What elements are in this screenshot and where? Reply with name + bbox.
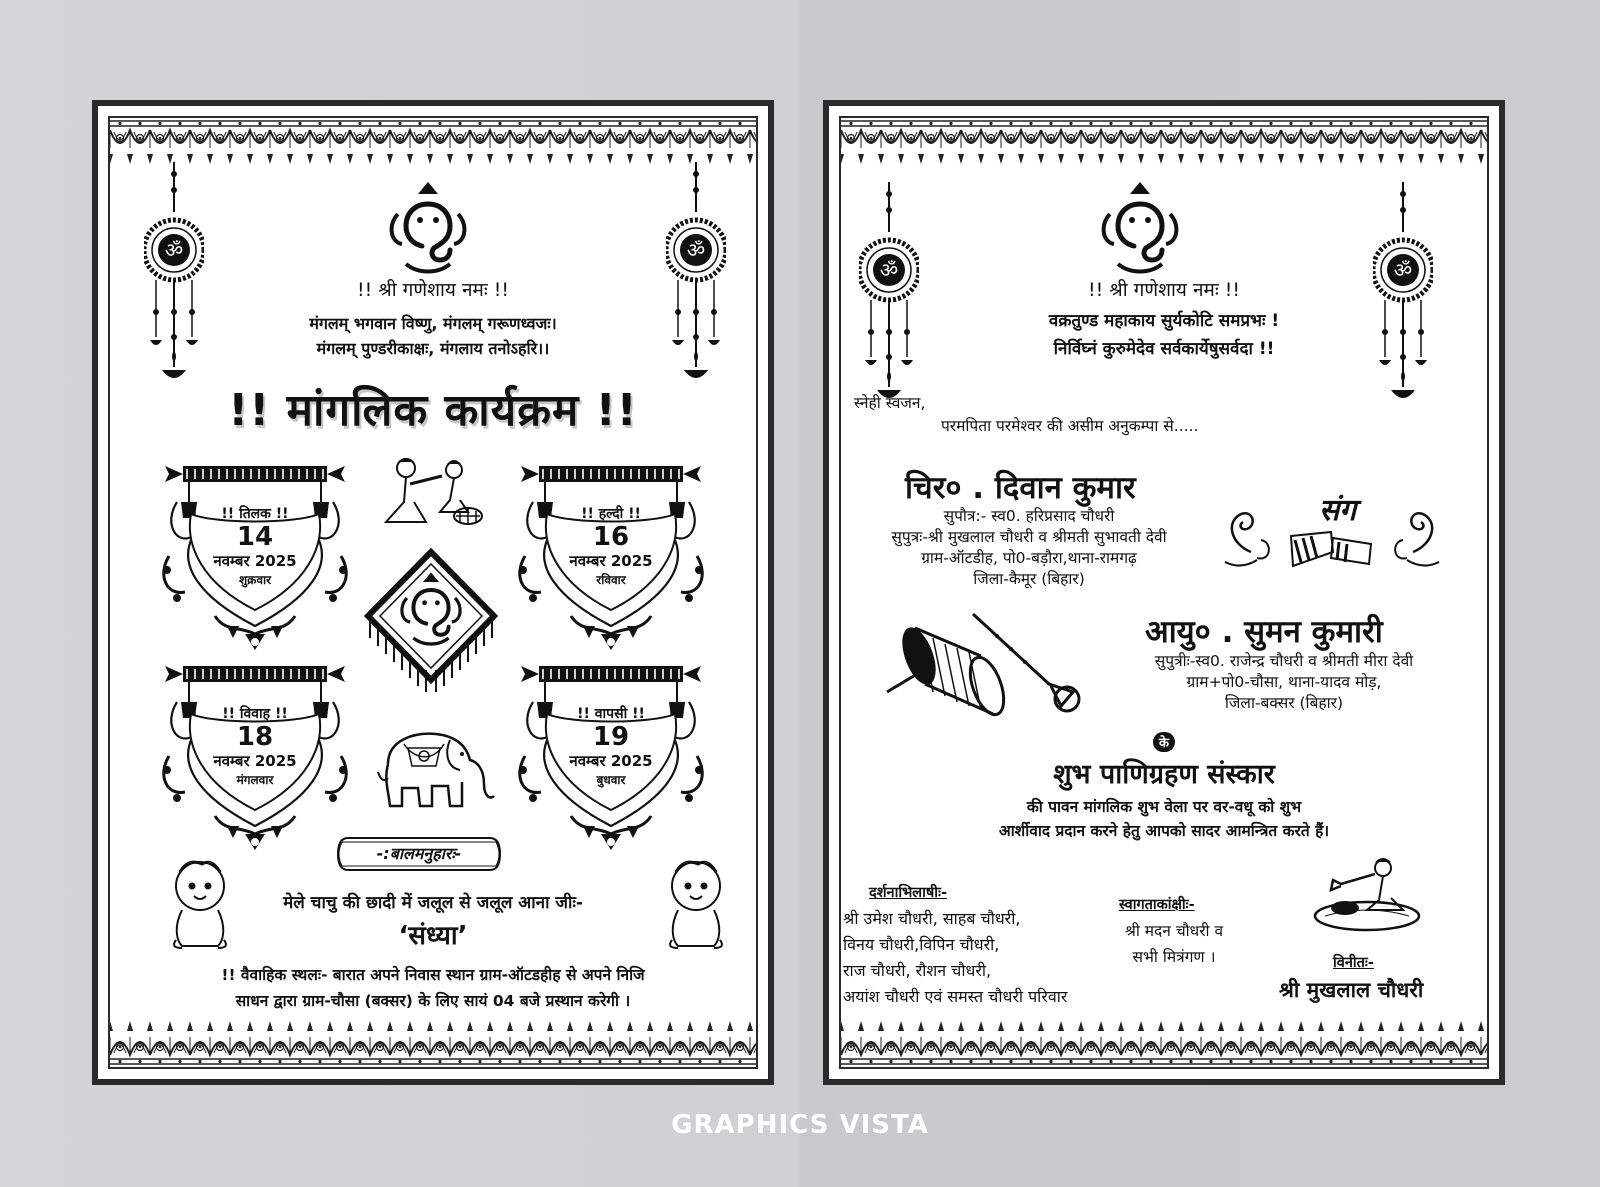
groom-detail-line: जिला-कैमूर (बिहार) — [973, 570, 1085, 588]
swagat-heading: स्वागताकांक्षीः- — [1119, 897, 1195, 913]
event-month: नवम्बर 2025 — [213, 752, 297, 770]
groom-detail-line: ग्राम-ऑटडीह, पो0-बड़ौरा,थाना-रामगढ़ — [921, 549, 1137, 567]
shloka-line-2: मंगलम् पुण्डरीकाक्षः, मंगलाय तनोऽहरि।। — [316, 339, 550, 358]
event-day: 19 — [592, 722, 630, 752]
ganesh-diamond-icon — [356, 546, 506, 696]
darshan-heading: दर्शनाभिलाषीः- — [869, 885, 947, 901]
groom-detail-line: सुपुत्रः-श्री मुखलाल चौधरी व श्रीमती सुभावती देवी — [891, 528, 1167, 546]
event-month: नवम्बर 2025 — [569, 552, 653, 570]
bride-detail-line: सुपुत्रीः-स्व0. राजेन्द्र चौधरी व श्रीमती मीरा देवी — [1154, 652, 1414, 670]
list-item: अयांश चौधरी एवं समस्त चौधरी परिवार — [843, 987, 1068, 1006]
baby-right-illustration — [658, 856, 734, 952]
event-weekday: शुक्रवार — [238, 573, 272, 587]
top-lace-border — [841, 118, 1487, 166]
groom-name: चिर० . दिवान कुमार — [905, 470, 1136, 506]
event-day: 14 — [236, 522, 274, 552]
shloka-line-1: वक्रतुण्ड महाकाय सुर्यकोटि समप्रभः ! — [1048, 311, 1280, 331]
event-day: 16 — [592, 522, 630, 552]
bride-details — [1107, 651, 1461, 714]
sang-text: संग — [1319, 493, 1357, 528]
musicians-illustration — [376, 456, 486, 528]
event-label: !! हल्दी !! — [581, 506, 641, 522]
list-item: राज चौधरी, रौशन चौधरी, — [843, 961, 992, 980]
groom-detail-line: सुपौत्र:- स्व0. हरिप्रसाद चौधरी — [943, 507, 1115, 525]
shloka-heading: !! श्री गणेशाय नमः !! — [356, 279, 510, 301]
watermark: GRAPHICS VISTA — [671, 1110, 929, 1140]
event-month: नवम्बर 2025 — [569, 752, 653, 770]
invite-line-2: आर्शीवाद प्रदान करने हेतु आपको सादर आमन्त्रित करते हैं। — [998, 822, 1330, 840]
vinit-name: श्री मुखलाल चौधरी — [1279, 978, 1424, 1002]
bride-detail-line: ग्राम+पो0-चौसा, थाना-यादव मोड़, — [1186, 673, 1382, 691]
event-weekday: बुधवार — [596, 773, 626, 787]
bottom-lace-border — [841, 1019, 1487, 1067]
event-tilak — [190, 504, 320, 588]
venue-line-1: !! वैवाहिक स्थलः- बारात अपने निवास स्थान ग्राम-ऑटडहीह से अपने निजि — [221, 966, 645, 984]
kids-name: ‘संध्या’ — [398, 921, 468, 951]
swagat-list — [1109, 918, 1239, 970]
darshan-list — [843, 906, 1067, 1010]
kids-invite-line: मेले चाचु की छादी में जलूल से जलूल आना जीः- — [283, 893, 583, 913]
bride-detail-line: जिला-बक्सर (बिहार) — [1224, 694, 1344, 712]
ganesh-icon — [1100, 180, 1180, 276]
event-day: 18 — [236, 722, 274, 752]
event-weekday: मंगलवार — [236, 773, 274, 787]
shehnai-player-illustration — [1311, 852, 1425, 934]
event-vivah — [190, 704, 320, 788]
drum-shehnai-illustration — [877, 604, 1097, 722]
kids-tag: -:बालमनुहारः- — [376, 844, 462, 863]
shloka-heading: !! श्री गणेशाय नमः !! — [1087, 279, 1241, 301]
list-item: सभी मित्रंगण । — [1132, 948, 1216, 966]
venue-line-2: साधन द्वारा ग्राम-चौसा (बक्सर) के लिए सायं 04 बजे प्रस्थान करेगी । — [235, 992, 631, 1010]
list-item: श्री उमेश चौधरी, साहब चौधरी, — [843, 909, 1021, 928]
list-item: विनय चौधरी,विपिन चौधरी, — [843, 935, 1000, 954]
groom-details — [859, 506, 1199, 590]
shloka-line-2: निर्विघ्नं कुरुमेदेव सर्वकार्येषुसर्वदा !! — [1053, 339, 1275, 359]
event-label: !! तिलक !! — [221, 506, 289, 522]
greeting-line-2: परमपिता परमेश्वर की असीम अनुकम्पा से..... — [941, 417, 1199, 435]
event-haldi — [546, 504, 676, 588]
baby-left-illustration — [162, 856, 238, 952]
invite-line-1: की पावन मांगलिक शुभ वेला पर वर-वधू को शुभ — [1026, 798, 1302, 816]
invitation-card-main — [823, 100, 1505, 1085]
bottom-lace-border — [110, 1019, 756, 1067]
vinit-heading: विनीतः- — [1333, 955, 1374, 971]
ke-text: के — [1153, 732, 1175, 752]
event-vapasi — [546, 704, 676, 788]
shloka-line-1: मंगलम् भगवान विष्णु, मंगलम् गरूणध्वजः। — [309, 314, 557, 333]
event-weekday: रविवार — [596, 573, 626, 587]
event-label: !! वापसी !! — [577, 706, 645, 722]
event-label: !! विवाह !! — [222, 706, 288, 722]
ceremony-title: शुभ पाणिग्रहण संस्कार — [1053, 759, 1275, 790]
page-title: !! मांगलिक कार्यक्रम !! — [228, 385, 638, 436]
event-month: नवम्बर 2025 — [213, 552, 297, 570]
top-lace-border — [110, 118, 756, 166]
greeting-line-1: स्नेही स्वजन, — [854, 394, 926, 412]
invitation-card-schedule — [92, 100, 774, 1085]
ganesh-icon — [388, 180, 468, 276]
bride-name: आयु० . सुमन कुमारी — [1145, 614, 1383, 650]
ke-badge — [829, 732, 1499, 752]
list-item: श्री मदन चौधरी व — [1124, 922, 1224, 940]
elephant-illustration — [374, 724, 496, 814]
